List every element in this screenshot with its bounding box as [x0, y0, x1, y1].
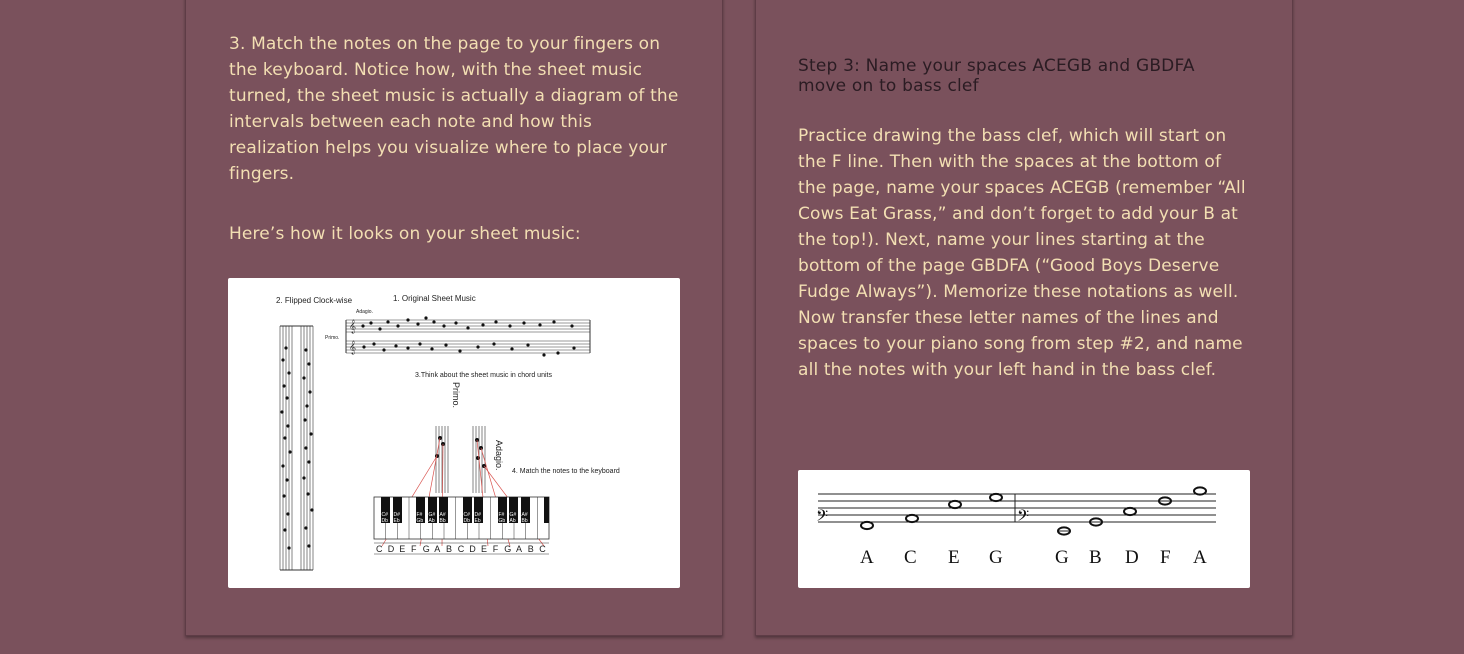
svg-text:G: G — [1055, 547, 1069, 568]
word-primo-small: Primo. — [325, 335, 340, 341]
svg-text:A: A — [1193, 547, 1207, 568]
sheet-music-diagram-image — [228, 278, 680, 588]
svg-text:Ab: Ab — [428, 518, 435, 524]
svg-text:Gb: Gb — [498, 518, 506, 524]
svg-text:A#: A# — [439, 512, 446, 518]
treble-clef-original: 𝄞 — [349, 319, 357, 333]
svg-text:B: B — [446, 544, 453, 554]
svg-text:C#: C# — [463, 512, 470, 518]
svg-text:Eb: Eb — [393, 518, 400, 524]
label-chord-units: 3.Think about the sheet music in chord units — [415, 372, 552, 379]
svg-text:G: G — [504, 544, 512, 554]
step-3-heading: Step 3: Name your spaces ACEGB and GBDFA move on to bass clef — [798, 56, 1195, 96]
space-letters — [860, 547, 1003, 568]
svg-text:Bb: Bb — [521, 518, 528, 524]
svg-text:F: F — [492, 544, 499, 554]
svg-text:C: C — [376, 544, 383, 554]
svg-text:C: C — [457, 544, 465, 554]
svg-text:A: A — [860, 547, 874, 568]
svg-text:D: D — [469, 544, 476, 554]
svg-text:Gb: Gb — [416, 518, 424, 524]
svg-text:A#: A# — [521, 512, 528, 518]
svg-text:F: F — [411, 544, 417, 554]
svg-text:Eb: Eb — [474, 518, 481, 524]
svg-text:E: E — [948, 547, 960, 568]
treble-clef-original-2: 𝄞 — [349, 340, 357, 354]
sheet-music-diagram-svg — [228, 278, 680, 588]
svg-text:B: B — [1089, 547, 1102, 568]
bass-clef-notes-image — [798, 470, 1250, 588]
svg-text:A: A — [434, 544, 441, 554]
bass-clef-icon-1: 𝄢 — [816, 508, 829, 529]
svg-text:Ab: Ab — [509, 518, 516, 524]
word-adagio-small: Adagio. — [356, 309, 373, 315]
svg-text:Db: Db — [463, 518, 470, 524]
svg-text:D#: D# — [474, 512, 481, 518]
bass-clef-staff-svg — [798, 470, 1250, 588]
svg-text:F: F — [1160, 547, 1171, 568]
step-3-instruction: 3. Match the notes on the page to your fingers on the keyboard. Notice how, with the sheet music turned, the sheet music is actually a diagram of the intervals between each note and how this realization helps you visualize where to place your fingers. — [229, 34, 679, 184]
flipped-notes — [280, 346, 313, 549]
svg-text:A: A — [516, 544, 523, 554]
svg-text:B: B — [527, 544, 534, 554]
word-primo: Primo. — [451, 382, 461, 409]
svg-text:F#: F# — [498, 512, 505, 518]
label-flipped: 2. Flipped Clock-wise — [276, 296, 353, 305]
original-sheet-music — [346, 320, 590, 353]
white-key-letters — [376, 544, 546, 554]
svg-text:F#: F# — [416, 512, 423, 518]
svg-text:E: E — [481, 544, 488, 554]
svg-text:C: C — [539, 544, 546, 554]
svg-text:C: C — [904, 547, 917, 568]
svg-text:E: E — [399, 544, 406, 554]
svg-text:D#: D# — [393, 512, 400, 518]
svg-text:G#: G# — [428, 512, 436, 518]
svg-text:G: G — [422, 544, 430, 554]
sheet-music-intro: Here’s how it looks on your sheet music: — [229, 224, 581, 244]
piano-keyboard — [374, 497, 549, 554]
svg-text:G: G — [989, 547, 1003, 568]
label-original: 1. Original Sheet Music — [393, 294, 476, 303]
svg-text:Db: Db — [381, 518, 388, 524]
bass-clef-icon-2: 𝄢 — [1017, 508, 1030, 529]
flipped-sheet-music — [280, 326, 313, 570]
svg-text:Bb: Bb — [439, 518, 446, 524]
svg-text:G#: G# — [509, 512, 517, 518]
word-adagio: Adagio. — [494, 440, 504, 471]
svg-text:C#: C# — [381, 512, 388, 518]
line-letters — [1055, 547, 1207, 568]
label-match-keyboard: 4. Match the notes to the keyboard — [512, 468, 620, 475]
svg-text:D: D — [387, 544, 395, 554]
space-notes — [861, 494, 1002, 529]
original-notes — [361, 316, 575, 356]
bass-clef-instructions: Practice drawing the bass clef, which will start on the F line. Then with the spaces at the bottom of the page, name your spaces ACEGB (remember “All Cows Eat Grass,” and don’t forget to add your B at the top!). Next, name your lines starting at the bottom of the page GBDFA (“Good Boys Deserve Fudge Always”). Memorize these notations as well. Now transfer these letter names of the lines and spaces to your piano song from step #2, and name all the notes with your left hand in the bass clef. — [798, 126, 1246, 380]
svg-text:D: D — [1125, 547, 1139, 568]
